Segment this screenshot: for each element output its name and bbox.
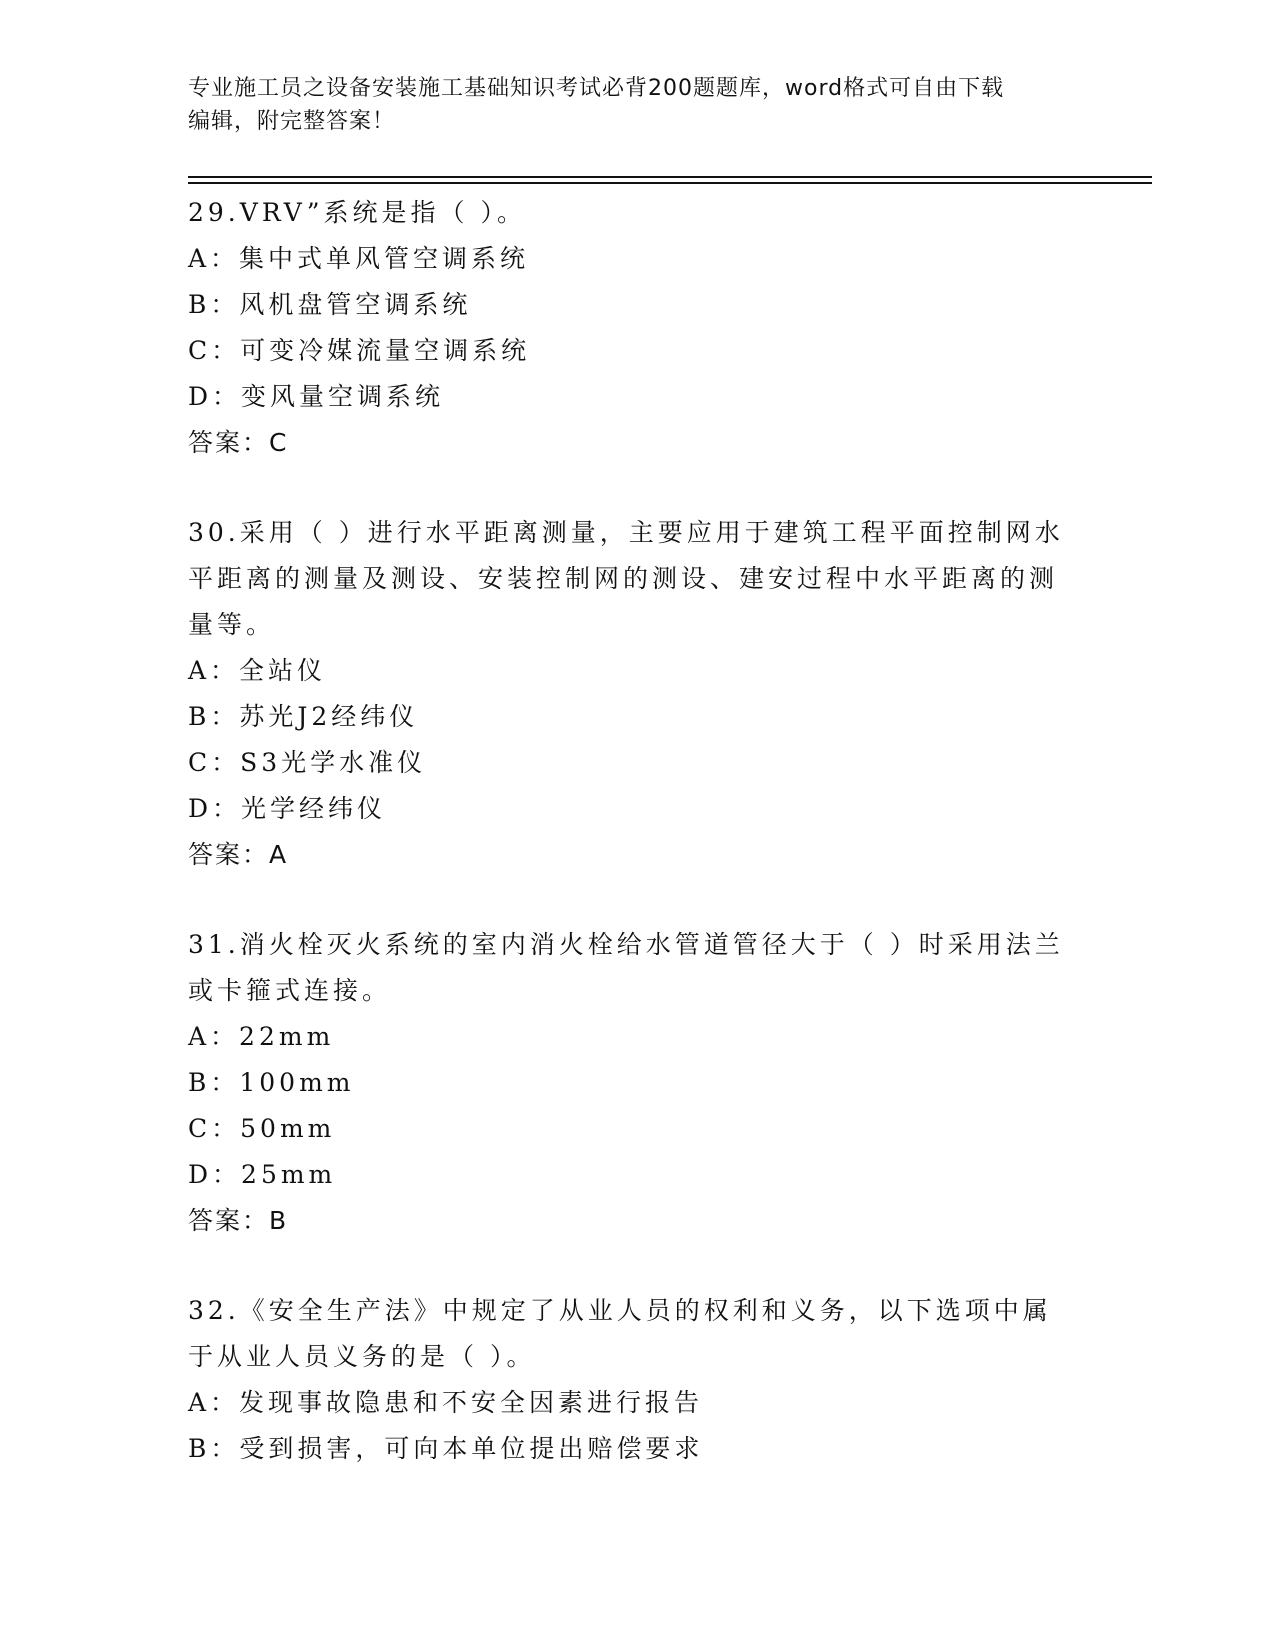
- option-d: D：光学经纬仪: [188, 794, 387, 823]
- option-c: C：50mm: [188, 1114, 336, 1143]
- question-29: [188, 190, 1068, 466]
- header-divider-bottom: [188, 182, 1152, 184]
- option-b: B：受到损害，可向本单位提出赔偿要求: [188, 1434, 704, 1463]
- question-stem: 31.消火栓灭火系统的室内消火栓给水管道管径大于（ ）时采用法兰或卡箍式连接。: [188, 930, 1064, 1005]
- question-spacer: [188, 466, 1068, 510]
- option-b: B：风机盘管空调系统: [188, 290, 472, 319]
- document-header: [188, 72, 1068, 138]
- option-a: A：全站仪: [188, 656, 327, 685]
- question-31: [188, 922, 1068, 1244]
- question-32: [188, 1288, 1068, 1472]
- option-c: C：可变冷媒流量空调系统: [188, 336, 531, 365]
- answer-line: 答案：C: [188, 428, 289, 457]
- option-a: A：集中式单风管空调系统: [188, 244, 530, 273]
- option-d: D：变风量空调系统: [188, 382, 445, 411]
- question-30: [188, 510, 1068, 878]
- question-list: [188, 190, 1068, 1472]
- option-a: A：22mm: [188, 1022, 335, 1051]
- question-spacer: [188, 1244, 1068, 1288]
- question-stem: 32.《安全生产法》中规定了从业人员的权利和义务，以下选项中属于从业人员义务的是（ ）。: [188, 1296, 1052, 1371]
- answer-line: 答案：A: [188, 840, 289, 869]
- option-a: A：发现事故隐患和不安全因素进行报告: [188, 1388, 704, 1417]
- answer-line: 答案：B: [188, 1206, 289, 1235]
- question-spacer: [188, 878, 1068, 922]
- header-title-line-2: 编辑，附完整答案！: [188, 109, 396, 134]
- question-stem: 30.采用（ ）进行水平距离测量，主要应用于建筑工程平面控制网水平距离的测量及测设、安装控制网的测设、建安过程中水平距离的测量等。: [188, 518, 1064, 639]
- question-stem: 29.VRV”系统是指（ ）。: [188, 198, 526, 227]
- option-b: B：苏光J2经纬仪: [188, 702, 419, 731]
- header-divider-top: [188, 176, 1152, 178]
- header-title-line-1: 专业施工员之设备安装施工基础知识考试必背200题题库，word格式可自由下载: [188, 76, 1005, 101]
- option-d: D：25mm: [188, 1160, 337, 1189]
- option-b: B：100mm: [188, 1068, 355, 1097]
- option-c: C：S3光学水准仪: [188, 748, 427, 777]
